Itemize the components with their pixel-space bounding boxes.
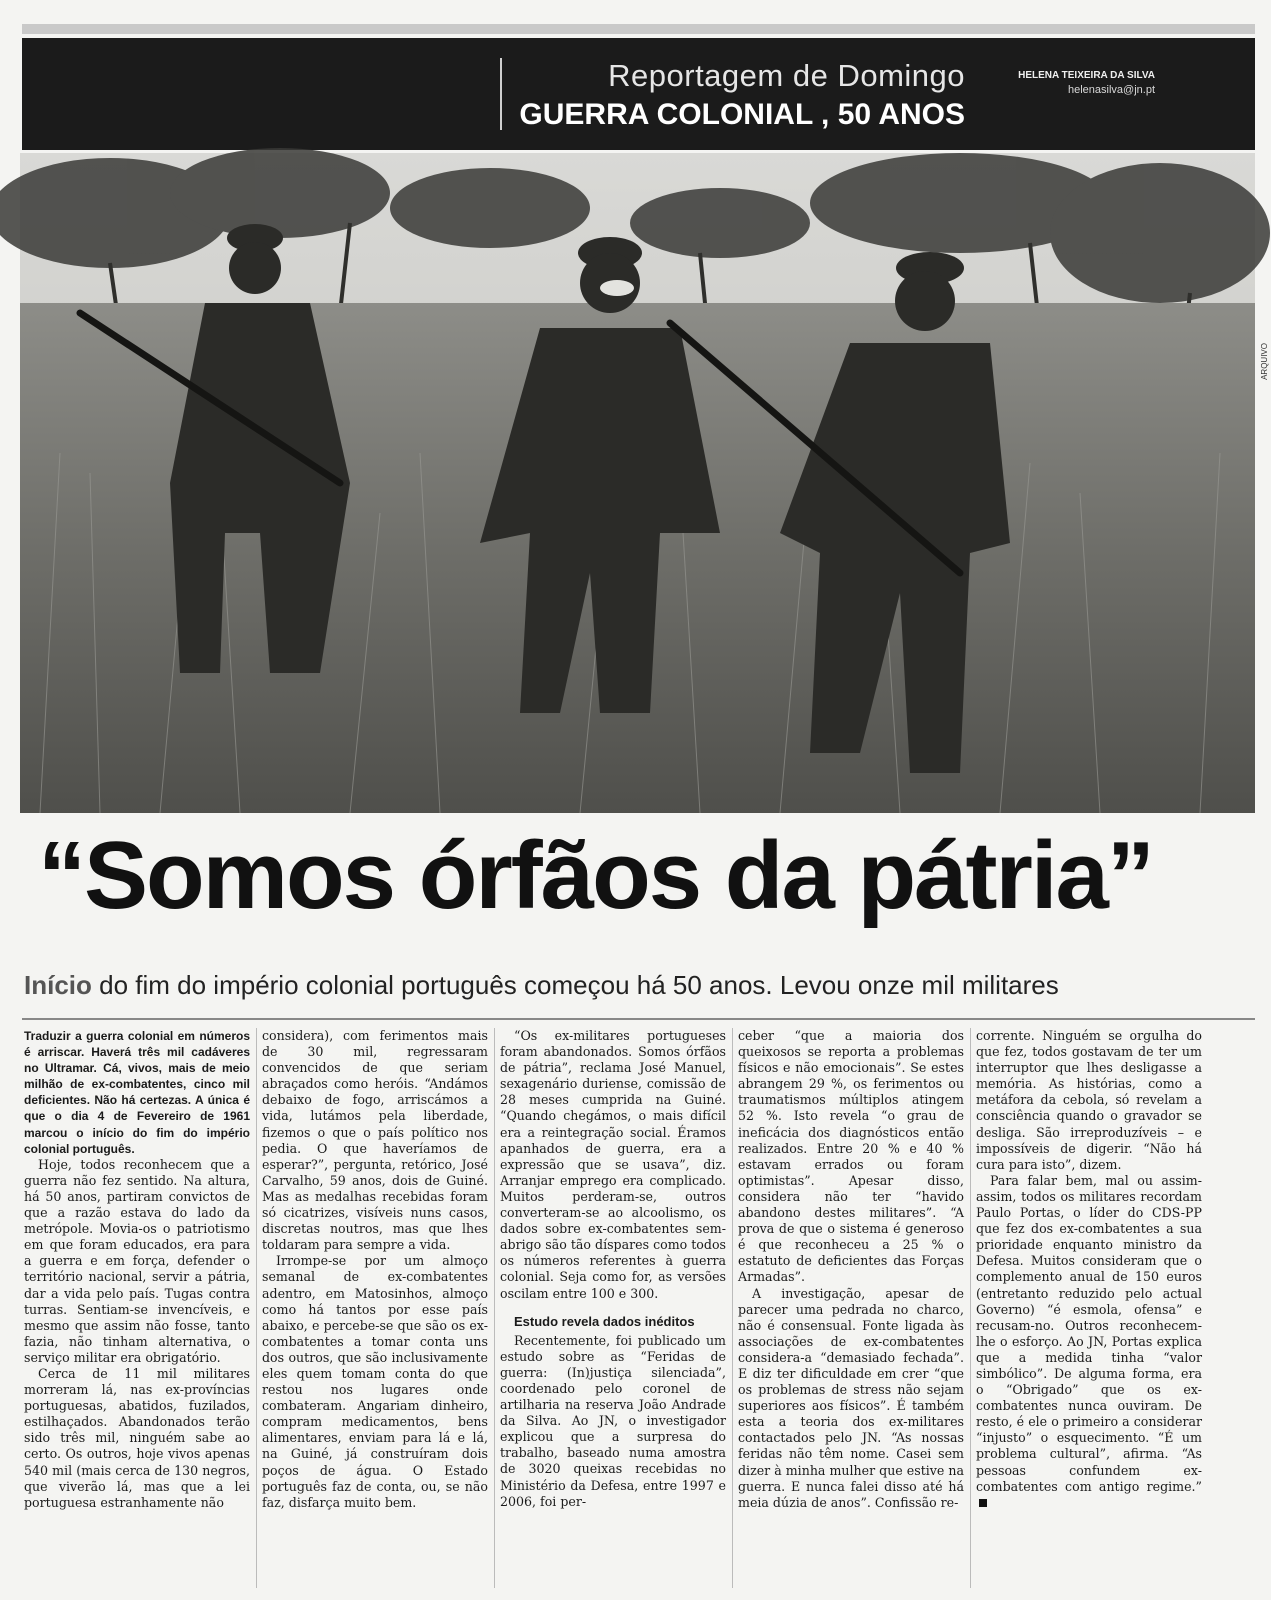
article-paragraph	[976, 1173, 1202, 1511]
article-paragraph: Cerca de 11 mil militares morreram lá, nas ex-províncias portuguesas, abatidos, fuzilados, estilhaçados. Abandonados terão sido três mil, ninguém sabe ao certo. Os outros, hoje vivos apenas 540 mil (mais cerca de 130 negros, que viverão lá, mas que a lei portuguesa estranhamente não	[24, 1365, 250, 1510]
article-paragraph: Recentemente, foi publicado um estudo sobre as “Feridas de guerra: (In)justiça silenciada”, coordenado pelo coronel de artilharia na reserva João Andrade da Silva. Ao JN, o investigador explicou que a surpresa do trabalho, baseado numa amostra de 3020 queixas recebidas no Ministério da Defesa, entre 1997 e 2006, foi per-	[500, 1332, 726, 1509]
photo-credit: ARQUIVO	[1260, 343, 1269, 380]
section-banner	[22, 38, 1255, 150]
article-paragraph: ceber “que a maioria dos queixosos se reporta a problemas físicos e não emocionais”. Se estes abrangem 29 %, os ferimentos ou traumatismos múltiplos atingem 52 %. Isto revela “o grau de ineficácia dos diagnósticos então realizados. Entre 20 % e 40 % estavam errados ou foram optimistas”. Apesar disso, considera não ter “havido abandono destes militares”. “A prova de que o sistema é generoso é que reconheceu a 25 % o estatuto de deficientes das Forças Armadas”.	[738, 1028, 964, 1285]
article-subhead	[24, 970, 1259, 1001]
column-separator	[970, 1028, 971, 1588]
article-column-2	[262, 1028, 488, 1588]
section-kicker: Reportagem de Domingo	[608, 58, 965, 93]
subhead-lead-word: Início	[24, 970, 92, 1000]
article-subtitle: Estudo revela dados inéditos	[514, 1313, 695, 1329]
article-column-1	[24, 1028, 250, 1588]
article-paragraph: Irrompe-se por um almoço semanal de ex-combatentes adentro, em Matosinhos, almoço como há tantos por esse país abaixo, e percebe-se que são os ex-combatentes a tomar conta uns dos outros, que são inclusivamente eles quem tomam conta do que restou nos lugares onde combateram. Angariam dinheiro, compram medicamentos, bens alimentares, enviam para lá e lá, na Guiné, já construíram dois poços de água. O Estado português faz de conta, ou, se não faz, disfarça muito bem.	[262, 1253, 488, 1510]
article-paragraph: A investigação, apesar de parecer uma pedrada no charco, não é consensual. Fonte ligada às associações de ex-combatentes considera-a “demasiado fechada”. E diz ter dificuldade em crer “que os problemas de stress não sejam superiores aos físicos”. É também esta a teoria dos ex-militares contactados pelo JN. “As nossas feridas não têm nome. Casei sem dizer à minha mulher que estive na guerra. E nunca falei disso até há meia dúzia de anos”. Confissão re-	[738, 1285, 964, 1510]
author-email[interactable]: helenasilva@jn.pt	[1068, 84, 1155, 96]
article-paragraph-text: Para falar bem, mal ou assim-assim, todos os militares recordam Paulo Portas, o líder do CDS-PP que fez dos ex-combatentes a sua prioridade enquanto ministro da Defesa. Muitos consideram que o complemento anual de 150 euros (entretanto reduzido pelo actual Governo) “é esmola, ofensa” e recusam-no. Outros reconhecem-lhe o esforço. Ao JN, Portas explica que a medida tinha “valor simbólico”. De alguma forma, era o “Obrigado” que os ex-combatentes nunca ouviram. De resto, é ele o primeiro a considerar “injusto” o esquecimento. “É um problema cultural”, afirma. “As pessoas confundem ex-combatentes com antigo regime.”	[976, 1172, 1202, 1494]
lead-photo	[20, 153, 1269, 813]
article-paragraph: Hoje, todos reconhecem que a guerra não fez sentido. Na altura, há 50 anos, partiram convictos de que a razão estava do lado da metrópole. Movia-os o patriotismo em que foram educados, era para a guerra e em força, defender o território nacional, servir a pátria, dar a vida pelo país. Tugas contra turras. Sentiam-se invencíveis, e mesmo que assim não fosse, tanto fazia, não tinham alternativa, o serviço militar era obrigatório.	[24, 1156, 250, 1365]
subhead-rule	[22, 1018, 1255, 1020]
soldiers-in-grass-photo	[20, 153, 1255, 813]
banner-divider	[500, 58, 502, 130]
subhead-text: do fim do império colonial português começou há 50 anos. Levou onze mil militares	[91, 970, 1059, 1000]
end-of-article-mark	[979, 1499, 987, 1507]
article-column-5	[976, 1028, 1202, 1588]
article-paragraph: “Os ex-militares portugueses foram abandonados. Somos órfãos de pátria”, reclama José Manuel, sexagenário duriense, comissão de 28 meses cumprida na Guiné. “Quando chegámos, o mais difícil era a reintegração social. Éramos apanhados de guerra, era a expressão que se usava”, diz. Arranjar emprego era complicado. Muitos perderam-se, outros converteram-se ao alcoolismo, os dados sobre ex-combatentes sem-abrigo são tão díspares como todos os números referentes à guerra colonial. Seja como for, as versões oscilam entre 100 e 300.	[500, 1028, 726, 1301]
article-headline: “Somos órfãos da pátria”	[38, 822, 1153, 929]
article-paragraph: considera), com ferimentos mais de 30 mil, regressaram convencidos de que seriam abraçados como heróis. “Andámos debaixo de fogo, arriscámos a vida, lutámos pela liberdade, fizemos o que o país político nos pedia. O que haveríamos de esperar?”, pergunta, retórico, José Carvalho, 59 anos, dois de Guiné. Mas as medalhas recebidas foram só cicatrizes, visíveis nuns casos, discretas noutros, mas que lhes toldaram para sempre a vida.	[262, 1028, 488, 1253]
section-title: GUERRA COLONIAL , 50 ANOS	[519, 98, 965, 131]
article-column-4	[738, 1028, 964, 1588]
top-rule	[22, 24, 1255, 34]
article-paragraph: corrente. Ninguém se orgulha do que fez, todos gostavam de ter um interruptor que lhes desligasse a memória. As histórias, como a metáfora da cebola, só revelam a consciência quando o gravador se desliga. São irreproduzíveis – e impossíveis de digerir. “Não há cura para isto”, dizem.	[976, 1028, 1202, 1172]
article-intro: Traduzir a guerra colonial em números é arriscar. Haverá três mil cadáveres no Ultramar. Cá, vivos, mais de meio milhão de ex-combatentes, cinco mil deficientes. Não há certezas. A única é que o dia 4 de Fevereiro de 1961 marcou o início do fim do império colonial português.	[24, 1029, 250, 1156]
column-separator	[256, 1028, 257, 1588]
article-column-3	[500, 1028, 726, 1588]
column-separator	[494, 1028, 495, 1588]
column-separator	[732, 1028, 733, 1588]
author-name: HELENA TEIXEIRA DA SILVA	[1018, 70, 1155, 81]
